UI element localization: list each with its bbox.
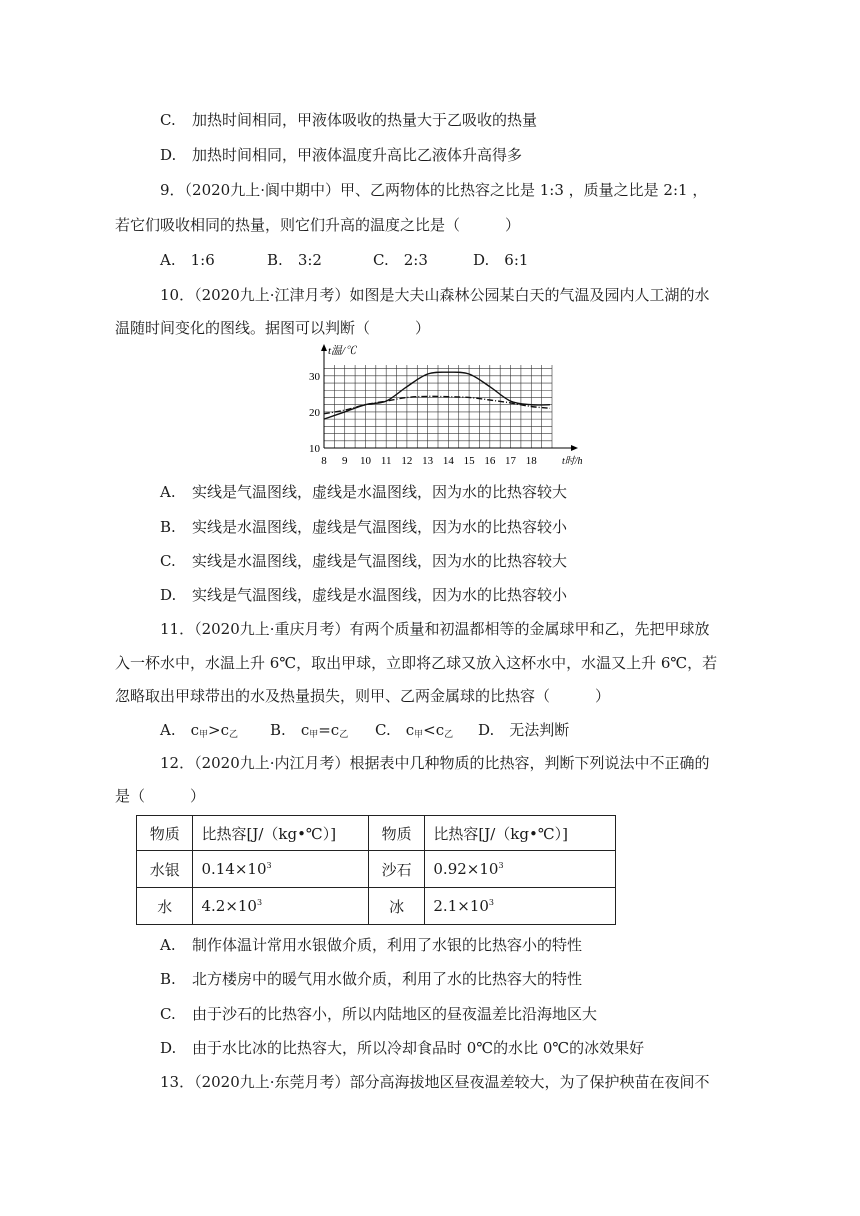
q8-option-d: D. 加热时间相同，甲液体温度升高比乙液体升高得多 xyxy=(160,146,523,164)
q9-stem-line1: 9．（2020九上·阆中期中）甲、乙两物体的比热容之比是 1:3 ，质量之比是 2:1 ， xyxy=(160,181,708,199)
q11-choice-c: C. $c_甲<c_乙$ xyxy=(375,721,454,740)
table-cell: 水 xyxy=(137,888,193,925)
x-tick-label: 16 xyxy=(484,455,496,467)
q12-option-b: B. 北方楼房中的暖气用水做介质，利用了水的比热容大的特性 xyxy=(160,970,583,988)
table-cell: 冰 xyxy=(368,888,424,925)
q11-choice-a: A. $c_甲>c_乙$ xyxy=(160,721,239,740)
q11-choice-d: D. 无法判断 xyxy=(478,721,570,739)
q13-stem-line1: 13．（2020九上·东莞月考）部分高海拔地区昼夜温差较大，为了保护秧苗在夜间不 xyxy=(160,1073,710,1091)
y-tick-label: 10 xyxy=(309,443,320,455)
table-row xyxy=(137,888,616,925)
x-tick-label: 11 xyxy=(380,455,392,467)
q9-stem-line2: 若它们吸收相同的热量，则它们升高的温度之比是（ ） xyxy=(115,216,521,234)
q11-choice-b: B. $c_甲=c_乙$ xyxy=(270,721,349,740)
table-cell: $0.14\times 10^3$ xyxy=(193,851,368,888)
table-header-cell: 物质 xyxy=(137,816,193,851)
table-cell: $0.92\times 10^3$ xyxy=(425,851,616,888)
y-axis-arrow xyxy=(321,344,327,351)
x-tick-label: 15 xyxy=(463,455,475,467)
y-axis-label: t温/℃ xyxy=(328,345,357,357)
x-tick-label: 9 xyxy=(341,455,348,467)
dashed-series-line xyxy=(324,396,550,413)
q10-stem-line2: 温随时间变化的图线。据图可以判断（ ） xyxy=(115,319,431,337)
q9-choice-b: B. 3:2 xyxy=(267,251,322,269)
q11-stem-line2: 入一杯水中，水温上升 6℃，取出甲球，立即将乙球又放入这杯水中，水温又上升 6℃，若 xyxy=(115,654,718,672)
q9-choice-c: C. 2:3 xyxy=(373,251,428,269)
y-tick-label: 20 xyxy=(309,406,320,419)
q11-stem-line3: 忽略取出甲球带出的水及热量损失，则甲、乙两金属球的比热容（ ） xyxy=(115,687,611,705)
q9-choice-a: A. 1:6 xyxy=(160,251,215,269)
table-cell: $4.2\times 10^3$ xyxy=(193,888,368,925)
x-tick-label: 8 xyxy=(321,455,327,467)
q11-stem-line1: 11．（2020九上·重庆月考）有两个质量和初温都相等的金属球甲和乙，先把甲球放 xyxy=(160,620,710,638)
q12-option-d: D. 由于水比冰的比热容大，所以冷却食品时 0℃的水比 0℃的冰效果好 xyxy=(160,1039,645,1057)
q10-option-b: B. 实线是水温图线，虚线是气温图线，因为水的比热容较小 xyxy=(160,518,568,536)
q10-option-c: C. 实线是水温图线，虚线是气温图线，因为水的比热容较大 xyxy=(160,552,568,570)
specific-heat-table xyxy=(136,815,616,925)
x-tick-label: 10 xyxy=(359,455,371,467)
y-tick-label: 30 xyxy=(309,370,320,383)
q10-option-a: A. 实线是气温图线，虚线是水温图线，因为水的比热容较大 xyxy=(160,483,568,501)
table-header-cell: 物质 xyxy=(368,816,424,851)
q9-choice-d: D. 6:1 xyxy=(473,251,529,269)
q12-stem-line2: 是（ ） xyxy=(115,787,206,805)
table-cell: $2.1\times 10^3$ xyxy=(425,888,616,925)
x-tick-label: 14 xyxy=(442,455,454,467)
table-header-row xyxy=(137,816,616,851)
q12-stem-line1: 12．（2020九上·内江月考）根据表中几种物质的比热容，判断下列说法中不正确的 xyxy=(160,754,710,772)
x-axis-arrow xyxy=(571,445,578,451)
x-tick-label: 12 xyxy=(401,455,413,467)
q12-option-c: C. 由于沙石的比热容小，所以内陆地区的昼夜温差比沿海地区大 xyxy=(160,1005,598,1023)
q12-option-a: A. 制作体温计常用水银做介质，利用了水银的比热容小的特性 xyxy=(160,936,583,954)
q10-stem-line1: 10．（2020九上·江津月考）如图是大夫山森林公园某白天的气温及园内人工湖的水 xyxy=(160,286,710,304)
q8-option-c: C. 加热时间相同，甲液体吸收的热量大于乙吸收的热量 xyxy=(160,111,538,129)
table-header-cell: 比热容[J/（kg•℃）] xyxy=(193,816,368,851)
x-tick-label: 17 xyxy=(505,455,517,467)
table-header-cell: 比热容[J/（kg•℃）] xyxy=(425,816,616,851)
table-row xyxy=(137,851,616,888)
temperature-chart xyxy=(300,340,590,472)
x-tick-label: 18 xyxy=(525,455,537,467)
x-axis-label: t时/h xyxy=(562,456,583,467)
x-tick-label: 13 xyxy=(422,455,434,467)
q10-option-d: D. 实线是气温图线，虚线是水温图线，因为水的比热容较小 xyxy=(160,586,568,604)
table-cell: 沙石 xyxy=(368,851,424,888)
table-cell: 水银 xyxy=(137,851,193,888)
